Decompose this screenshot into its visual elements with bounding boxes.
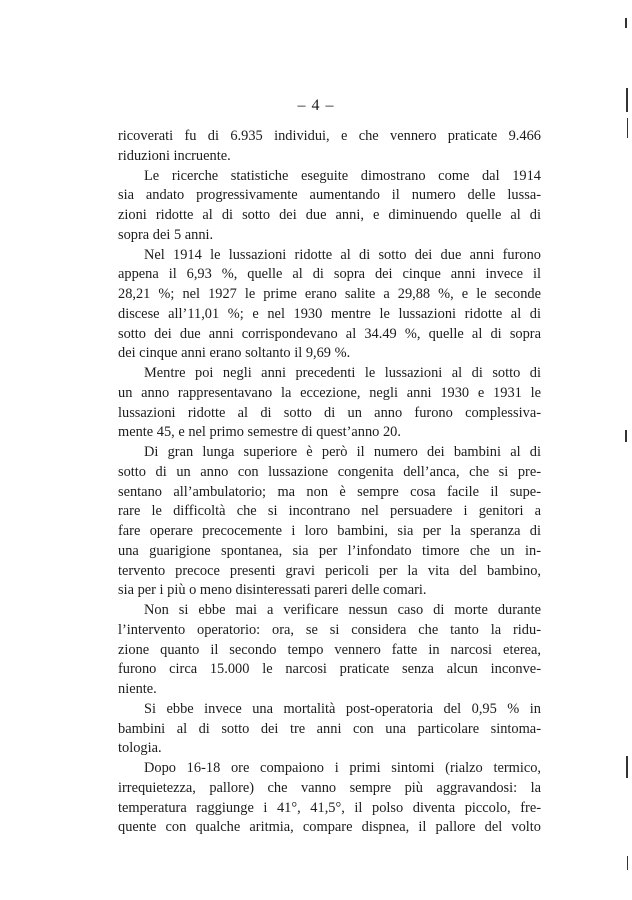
text-line: Le ricerche statistiche eseguite dimostrano come dal 1914 (144, 167, 541, 184)
text-line: sia per i più o meno disinteressati pareri delle comari. (118, 582, 427, 599)
text-line: Non si ebbe mai a verificare nessun caso di morte durante (144, 602, 541, 618)
text-line: riduzioni incruente. (118, 147, 231, 164)
document-body (118, 127, 541, 838)
text-line: Si ebbe invece una mortalità post-operatoria del 0,95 % in (144, 700, 541, 717)
text-line: zione quanto il secondo tempo vennero fatte in narcosi eterea, (118, 641, 541, 658)
page-number: – 4 – (297, 97, 335, 114)
text-line: tologia. (118, 740, 162, 757)
text-line: appena il 6,93 %, quelle al di sopra dei cinque anni invece il (118, 266, 541, 283)
scan-edge-mark (626, 88, 628, 112)
text-line: tervento precoce presenti gravi pericoli per la vita del bambino, (118, 562, 541, 579)
text-line: un anno rappresentavano la eccezione, negli anni 1930 e 1931 le (118, 384, 541, 401)
text-line: sia andato progressivamente aumentando il numero delle lussa- (118, 187, 541, 204)
text-line: Di gran lunga superiore è però il numero dei bambini al di (144, 444, 541, 460)
text-line: l’intervento operatorio: ora, se si considera che tanto la ridu- (118, 621, 541, 638)
text-line: temperatura raggiunge i 41°, 41,5°, il polso diventa piccolo, fre- (118, 799, 541, 816)
text-line: sotto di un anno con lussazione congenita dell’anca, che si pre- (118, 463, 541, 480)
text-line: zioni ridotte al di sotto dei due anni, e diminuendo quelle al di (118, 207, 541, 223)
text-line: Nel 1914 le lussazioni ridotte al di sotto dei due anni furono (144, 246, 541, 263)
text-line: bambini al di sotto dei tre anni con una particolare sintoma- (118, 720, 541, 737)
text-line: 28,21 %; nel 1927 le prime erano salite a 29,88 %, e le seconde (118, 286, 541, 302)
text-line: rare le difficoltà che si incontrano nel persuadere i genitori a (118, 503, 541, 520)
text-line: irrequietezza, pallore) che vanno sempre più aggravandosi: la (118, 779, 541, 796)
text-line: sotto dei due anni corrispondevano al 34.49 %, quelle al di sopra (118, 325, 541, 342)
scan-edge-mark (625, 430, 627, 442)
scan-edge-mark (626, 756, 628, 778)
text-line: sentano all’ambulatorio; ma non è sempre cosa facile il supe- (118, 483, 541, 500)
scan-edge-mark (625, 18, 627, 28)
text-line: ricoverati fu di 6.935 individui, e che vennero praticate 9.466 (118, 128, 541, 144)
text-line: lussazioni ridotte al di sotto di un anno furono complessiva- (118, 404, 541, 421)
scan-edge-mark (627, 118, 628, 138)
scan-edge-mark (627, 856, 628, 870)
text-line: sopra dei 5 anni. (118, 226, 214, 243)
text-line: niente. (118, 681, 157, 697)
text-line: discese all’11,01 %; e nel 1930 mentre le lussazioni ridotte al di (118, 305, 541, 322)
text-line: mente 45, e nel primo semestre di quest’anno 20. (118, 424, 401, 441)
text-line: Dopo 16-18 ore compaiono i primi sintomi (rialzo termico, (144, 760, 541, 776)
text-line: fare operare precocemente i loro bambini, sia per la speranza di (118, 523, 541, 539)
text-line: una guarigione spontanea, sia per l’infondato timore che un in- (118, 542, 541, 559)
text-line: furono circa 15.000 le narcosi praticate senza alcun inconve- (118, 661, 541, 678)
text-line: quente con qualche aritmia, compare dispnea, il pallore del volto (118, 819, 541, 836)
text-line: dei cinque anni erano soltanto il 9,69 %. (118, 345, 351, 362)
text-line: Mentre poi negli anni precedenti le lussazioni al di sotto di (144, 365, 541, 381)
